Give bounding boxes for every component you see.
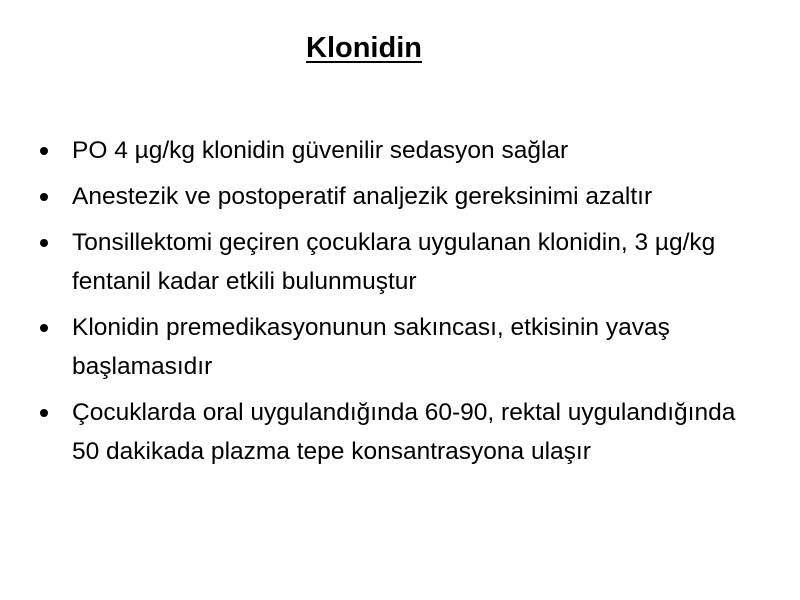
bullet-text: Klonidin premedikasyonunun sakıncası, etkisinin yavaş başlamasıdır — [72, 314, 670, 380]
bullet-item — [40, 131, 740, 170]
bullet-item — [40, 308, 740, 386]
bullet-item — [40, 177, 740, 216]
bullet-dot-icon — [40, 409, 48, 417]
bullet-dot-icon — [40, 239, 48, 247]
bullet-text: Çocuklarda oral uygulandığında 60-90, rektal uygulandığında 50 dakikada plazma tepe konsantrasyona ulaşır — [72, 399, 736, 465]
bullet-text: Tonsillektomi geçiren çocuklara uygulanan klonidin, 3 µg/kg fentanil kadar etkili bulunmuştur — [72, 229, 716, 295]
bullet-text: Anestezik ve postoperatif analjezik gereksinimi azaltır — [72, 183, 653, 210]
bullet-dot-icon — [40, 324, 48, 332]
bullet-list — [40, 131, 740, 478]
bullet-item — [40, 393, 740, 471]
bullet-dot-icon — [40, 147, 48, 155]
bullet-dot-icon — [40, 193, 48, 201]
slide-title: Klonidin — [306, 32, 422, 64]
bullet-item — [40, 223, 740, 301]
bullet-text: PO 4 µg/kg klonidin güvenilir sedasyon sağlar — [72, 137, 569, 164]
